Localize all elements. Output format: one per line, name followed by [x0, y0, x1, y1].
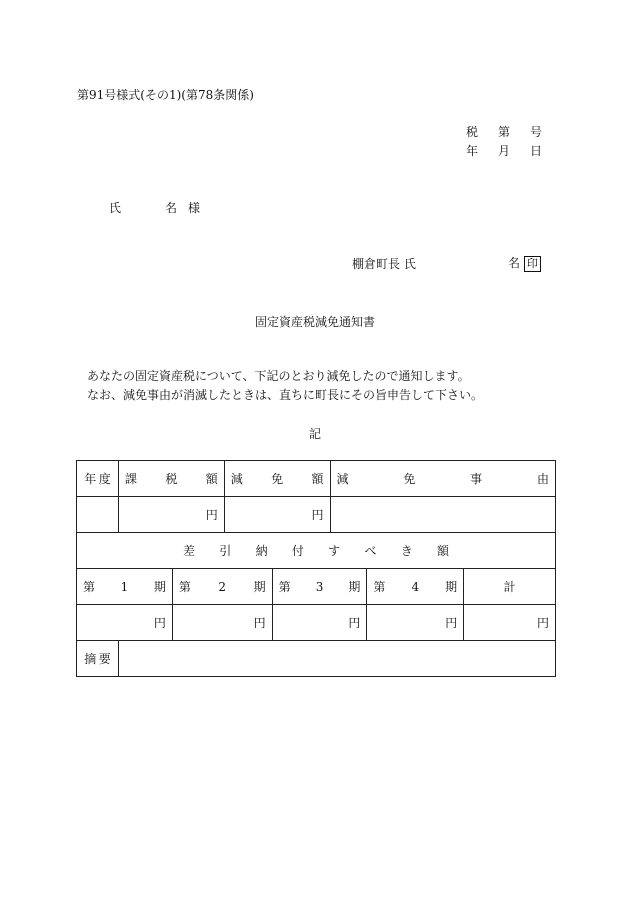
doc-number-char: 号 [529, 125, 542, 139]
yen-label: 円 [153, 616, 166, 630]
period-header-row [77, 569, 556, 605]
period-2-header [172, 569, 272, 605]
period-1-amount-cell[interactable] [77, 605, 173, 641]
period-4-amount-cell[interactable] [367, 605, 464, 641]
tax-amount-cell[interactable] [118, 497, 224, 533]
header-char: 免 [271, 472, 284, 486]
balance-char: 付 [291, 544, 304, 558]
balance-char: 額 [436, 544, 449, 558]
period-1-header [77, 569, 173, 605]
header-char: 課 [124, 472, 137, 486]
remarks-char: 摘 [84, 652, 97, 666]
seal-stamp: 印 [524, 256, 541, 272]
period-char: 2 [218, 579, 227, 594]
period-char: 期 [348, 580, 361, 594]
header-char: 度 [98, 472, 111, 486]
header-char: 由 [536, 472, 549, 486]
date-char: 月 [497, 144, 510, 158]
remarks-char: 要 [98, 652, 111, 666]
balance-char: き [400, 544, 413, 558]
table-header-row [77, 461, 556, 497]
header-tax-amount [118, 461, 224, 497]
period-3-amount-cell[interactable] [272, 605, 367, 641]
reduction-amount-cell[interactable] [224, 497, 330, 533]
year-input-cell[interactable] [77, 497, 119, 533]
header-char: 免 [403, 472, 416, 486]
header-char: 年 [84, 472, 97, 486]
remarks-label [77, 641, 119, 677]
body-line-1: あなたの固定資産税について、下記のとおり減免したので通知します。 [87, 369, 470, 383]
header-reduction-reason [330, 461, 555, 497]
total-amount-cell[interactable] [464, 605, 556, 641]
reduction-reason-cell[interactable] [330, 497, 555, 533]
doc-number-char: 税 [466, 125, 479, 139]
period-char: 3 [315, 579, 324, 594]
date-char: 日 [529, 144, 542, 158]
amount-row [77, 497, 556, 533]
yen-label: 円 [348, 616, 361, 630]
balance-header-row [77, 533, 556, 569]
header-char: 税 [165, 472, 178, 486]
balance-char: べ [364, 544, 377, 558]
date-line [466, 142, 542, 159]
period-char: 期 [153, 580, 166, 594]
period-char: 第 [178, 580, 191, 594]
issuer-name-block [508, 254, 541, 272]
recipient-char: 氏 [109, 201, 122, 215]
balance-char: す [328, 544, 341, 558]
body-line-2: なお、減免事由が消滅したときは、直ちに町長にその旨申告して下さい。 [87, 388, 484, 402]
header-char: 事 [470, 472, 483, 486]
document-title: 固定資産税減免通知書 [254, 315, 375, 329]
period-char: 第 [83, 580, 96, 594]
total-header: 計 [464, 569, 556, 605]
recipient-char: 名 [165, 201, 178, 215]
yen-label: 円 [445, 616, 458, 630]
yen-label: 円 [253, 616, 266, 630]
yen-label: 円 [311, 508, 324, 522]
remarks-row [77, 641, 556, 677]
recipient-char: 様 [188, 201, 201, 215]
issuer-name-suffix: 名 [508, 256, 521, 270]
period-4-header [367, 569, 464, 605]
balance-header [77, 533, 556, 569]
period-char: 1 [120, 579, 129, 594]
issuer-title: 棚倉町長 氏 [352, 257, 416, 271]
header-reduction-amount [224, 461, 330, 497]
period-char: 期 [253, 580, 266, 594]
header-char: 減 [336, 472, 349, 486]
header-char: 減 [230, 472, 243, 486]
recipient-line [109, 199, 209, 215]
period-char: 期 [445, 580, 458, 594]
form-number: 第91号様式(その1)(第78条関係) [77, 88, 254, 102]
ki-heading: 記 [308, 427, 321, 441]
balance-char: 引 [219, 544, 232, 558]
period-amount-row [77, 605, 556, 641]
period-char: 第 [373, 580, 386, 594]
document-number-line [466, 123, 542, 140]
yen-label: 円 [536, 616, 549, 630]
header-char: 額 [205, 472, 218, 486]
period-3-header [272, 569, 367, 605]
header-char: 額 [311, 472, 324, 486]
yen-label: 円 [205, 508, 218, 522]
period-2-amount-cell[interactable] [172, 605, 272, 641]
header-year [77, 461, 119, 497]
doc-number-char: 第 [497, 125, 510, 139]
balance-char: 納 [255, 544, 268, 558]
remarks-input-cell[interactable] [118, 641, 555, 677]
balance-char: 差 [183, 544, 196, 558]
date-char: 年 [466, 144, 479, 158]
period-char: 第 [278, 580, 291, 594]
reduction-table [76, 460, 556, 677]
period-char: 4 [411, 579, 420, 594]
